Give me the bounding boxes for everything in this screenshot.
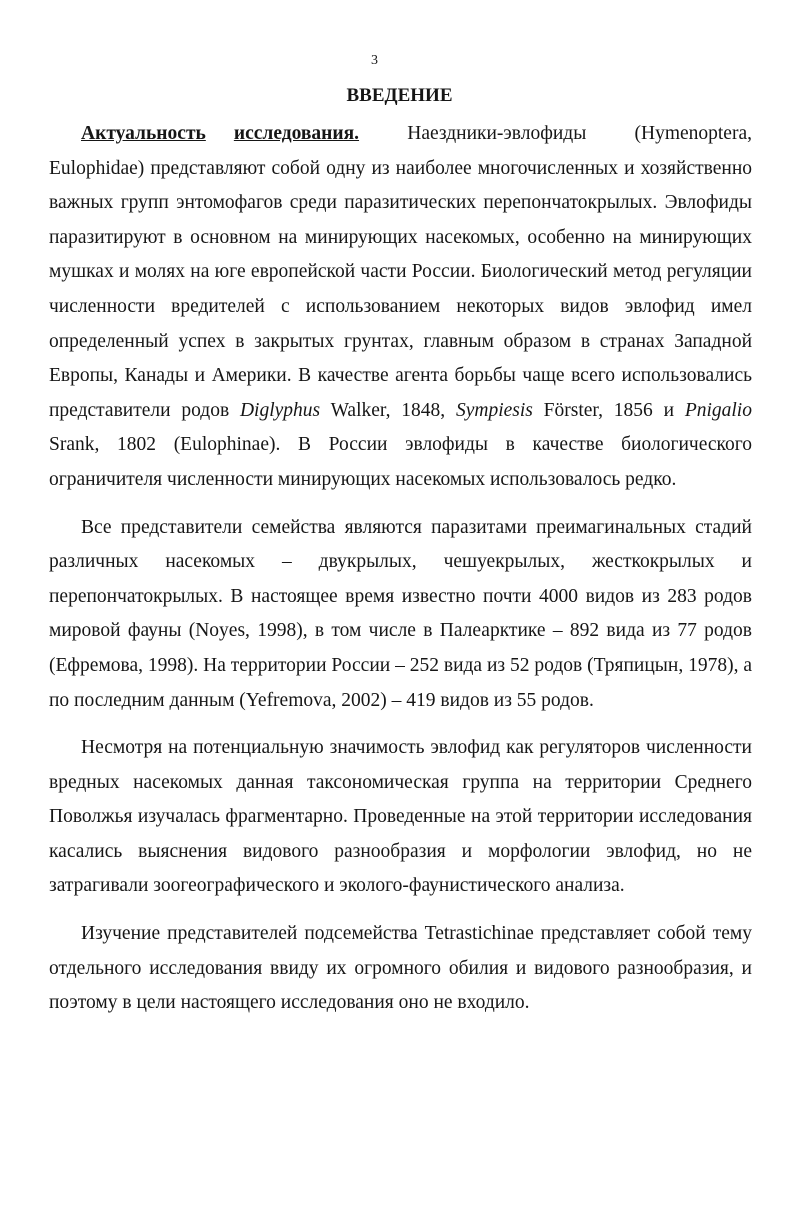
relevance-title: Актуальность исследования. (81, 123, 360, 144)
genus-name: Sympiesis (455, 399, 533, 421)
paragraph-text: Наездники-эвлофиды (Hymenoptera, Eulophidae) представляют собой одну из наиболее многочисленных и хозяйственно важных групп энтомофагов среди паразитических перепончатокрылых. Эвлофиды паразитируют в основном на минирующих насекомых, особенно на минирующих мушках и молях на юге европейской части России. Биологический метод регуляции численности вредителей с использованием некоторых видов эвлофид имел определенный успех в закрытых грунтах, главным образом в странах Западной Европы, Канады и Америки. В качестве агента борьбы чаще всего использовались представители родов (49, 123, 752, 421)
document-body (49, 117, 752, 1034)
paragraph-family: Все представители семейства являются паразитами преимагинальных стадий различных насекомых – двукрылых, чешуекрылых, жесткокрылых и перепончатокрылых. В настоящее время известно почти 4000 видов из 283 родов мировой фауны (Noyes, 1998), в том числе в Палеарктике – 892 вида из 77 родов (Ефремова, 1998). На территории России – 252 вида из 52 родов (Тряпицын, 1978), а по последним данным (Yefremova, 2002) – 419 видов из 55 родов. (49, 516, 752, 711)
paragraph-relevance: Актуальность исследования. Наездники-эвлофиды (Hymenoptera, Eulophidae) представляют собой одну из наиболее многочисленных и хозяйственно важных групп энтомофагов среди паразитических перепончатокрылых. Эвлофиды паразитируют в основном на минирующих насекомых, особенно на минирующих мушках и молях на юге европейской части России. Биологический метод регуляции численности вредителей с использованием некоторых видов эвлофид имел определенный успех в закрытых грунтах, главным образом в странах Западной Европы, Канады и Америки. В качестве агента борьбы чаще всего использовались представители родов Diglyphus Walker, 1848, Sympiesis Förster, 1856 и Pnigalio Srank, 1802 (Eulophinae). В России эвлофиды в качестве биологического ограничителя численности минирующих насекомых использовалось редко. (49, 123, 752, 490)
paragraph-tetrastichinae: Изучение представителей подсемейства Tetrastichinae представляет собой тему отдельного исследования ввиду их огромного обилия и видового разнообразия, и поэтому в цели настоящего исследования оно не входило. (49, 923, 752, 1014)
page-number: 3 (371, 53, 378, 68)
paragraph-volga: Несмотря на потенциальную значимость эвлофид как регуляторов численности вредных насекомых данная таксономическая группа на территории Среднего Поволжья изучалась фрагментарно. Проведенные на этой территории исследования касались выяснения видового разнообразия и морфологии эвлофид, но не затрагивали зоогеографического и эколого-фаунистического анализа. (49, 737, 752, 897)
genus-name: Diglyphus (239, 399, 321, 421)
section-heading: ВВЕДЕНИЕ (346, 85, 453, 106)
genus-name: Pnigalio (684, 399, 752, 421)
